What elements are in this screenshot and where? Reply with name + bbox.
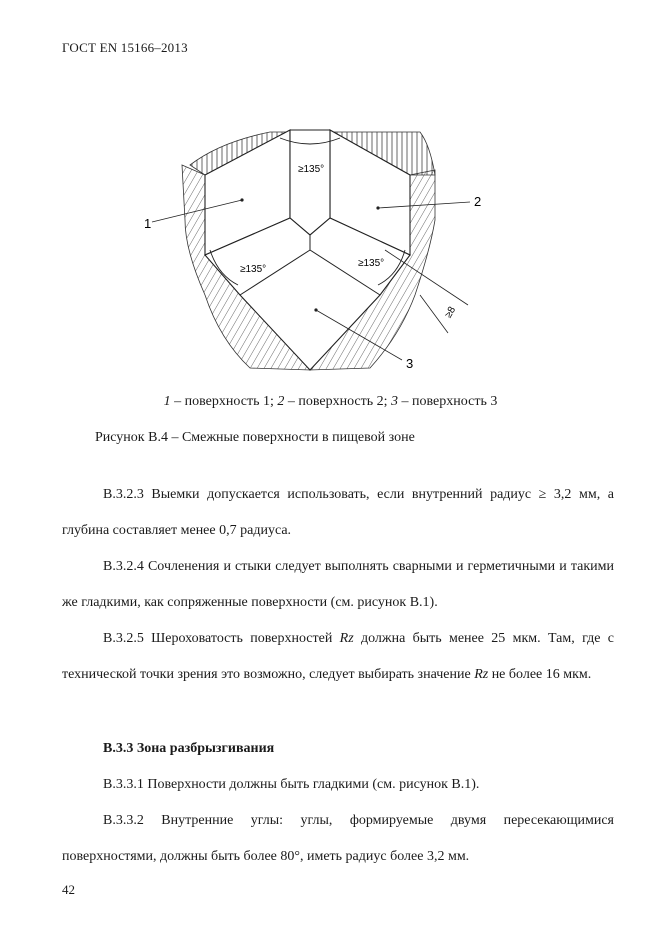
- figure-legend: [0, 394, 661, 410]
- dimension-label: ≥8: [443, 304, 459, 320]
- paragraph-b331: В.3.3.1 Поверхности должны быть гладкими (см. рисунок В.1).: [103, 777, 480, 792]
- adjacent-surfaces-figure: [130, 120, 500, 380]
- paragraph-b324: В.3.2.4 Сочленения и стыки следует выполнять сварными и герметичными и такими же гладкими, как сопряженные поверхности (см. рисунок В.1).: [62, 559, 614, 610]
- legend-num-1: 1: [163, 394, 171, 409]
- paragraph-b325: В.3.2.5 Шероховатость поверхностей Rz должна быть менее 25 мкм. Там, где с технической точки зрения это возможно, следует выбирать значение Rz не более 16 мкм.: [62, 631, 614, 682]
- legend-num-2: 2: [277, 394, 285, 409]
- legend-num-3: 3: [391, 394, 399, 409]
- angle-label-right: ≥135°: [358, 258, 385, 269]
- figure-caption: Рисунок В.4 – Смежные поверхности в пищевой зоне: [95, 430, 415, 445]
- section-heading-b33: В.3.3 Зона разбрызгивания: [103, 741, 275, 756]
- callout-1: 1: [144, 216, 152, 231]
- page-number: 42: [62, 882, 75, 897]
- angle-label-left: ≥135°: [240, 264, 267, 275]
- paragraph-b323: В.3.2.3 Выемки допускается использовать, если внутренний радиус ≥ 3,2 мм, а глубина составляет менее 0,7 радиуса.: [62, 487, 614, 538]
- angle-label-top: ≥135°: [298, 164, 325, 175]
- callout-3: 3: [406, 356, 414, 371]
- legend-text-1: – поверхность 1;: [170, 394, 278, 409]
- paragraph-b332: В.3.3.2 Внутренние углы: углы, формируемые двумя пересекающимися поверхностями, должны быть более 80°, иметь радиус более 3,2 мм.: [62, 813, 614, 864]
- document-header: ГОСТ EN 15166–2013: [62, 40, 188, 55]
- legend-text-2: – поверхность 2;: [284, 394, 392, 409]
- surface-center-edge: [290, 130, 330, 235]
- legend-text-3: – поверхность 3: [398, 394, 498, 409]
- callout-2: 2: [474, 194, 482, 209]
